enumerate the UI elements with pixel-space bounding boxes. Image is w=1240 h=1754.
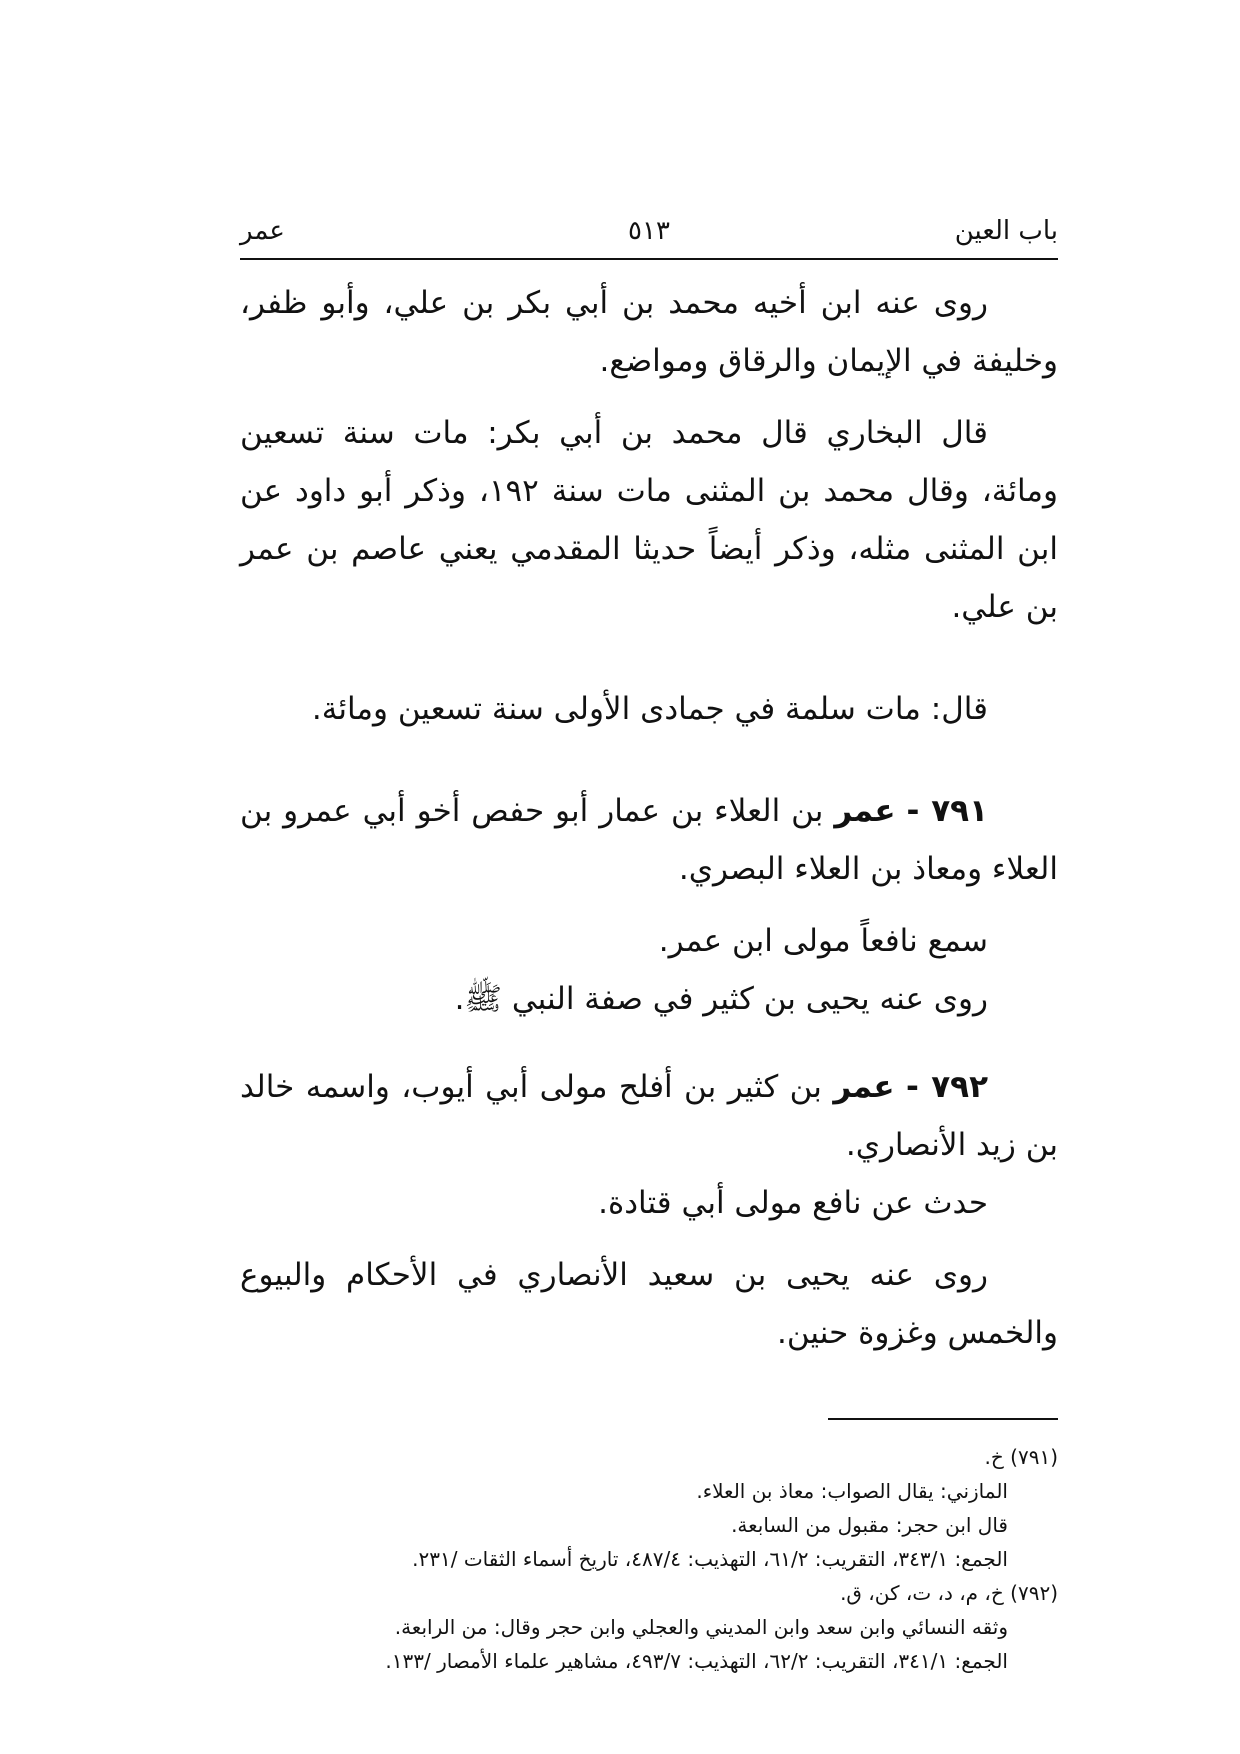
entry-791-number: ٧٩١ -	[906, 793, 988, 829]
running-header	[240, 212, 1058, 260]
footnote-792-line: وثقه النسائي وابن سعد وابن المديني والعجلي وابن حجر وقال: من الرابعة.	[394, 1615, 1008, 1639]
book-page	[240, 212, 1058, 1678]
entry-791-heard: سمع نافعاً مولى ابن عمر.	[658, 923, 988, 959]
paragraph-death: قال: مات سلمة في جمادى الأولى سنة تسعين ومائة.	[311, 691, 988, 727]
footnote-792-head: (٧٩٢) خ، م، د، ت، كن، ق.	[840, 1581, 1058, 1605]
entry-792-keyword: عمر	[833, 1069, 895, 1105]
footnote-divider	[828, 1418, 1058, 1420]
entry-792-narrated-from: حدث عن نافع مولى أبي قتادة.	[598, 1185, 988, 1221]
footnote-791-line: المازني: يقال الصواب: معاذ بن العلاء.	[696, 1479, 1008, 1503]
page-number: ٥١٣	[628, 216, 670, 246]
entry-791-text: بن العلاء بن عمار أبو حفص أخو أبي عمرو بن العلاء ومعاذ بن العلاء البصري.	[240, 793, 1058, 887]
entry-791	[240, 782, 1058, 898]
footnote-792-line: الجمع: ٣٤١/١، التقريب: ٦٢/٢، التهذيب: ٤٩٣/٧، مشاهير علماء الأمصار /١٣٣.	[385, 1649, 1008, 1673]
entry-792-number: ٧٩٢ -	[906, 1069, 988, 1105]
entry-791-narrated: روى عنه يحيى بن كثير في صفة النبي ﷺ.	[454, 981, 988, 1017]
footnotes	[240, 1440, 1058, 1678]
paragraph-narrators: روى عنه ابن أخيه محمد بن أبي بكر بن علي، وأبو ظفر، وخليفة في الإيمان والرقاق ومواضع.	[240, 285, 1058, 379]
entry-791-keyword: عمر	[834, 793, 896, 829]
footnote-791-line: الجمع: ٣٤٣/١، التقريب: ٦١/٢، التهذيب: ٤٨٧/٤، تاريخ أسماء الثقات /٢٣١.	[412, 1547, 1008, 1571]
chapter-title: باب العين	[954, 216, 1058, 246]
paragraph-bukhari: قال البخاري قال محمد بن أبي بكر: مات سنة تسعين ومائة، وقال محمد بن المثنى مات سنة ١٩٢، وذكر أبو داود عن ابن المثنى مثله، وذكر أيضاً حديثا المقدمي يعني عاصم بن عمر بن علي.	[240, 415, 1058, 625]
footnote-791-line: قال ابن حجر: مقبول من السابعة.	[731, 1513, 1008, 1537]
entry-name-header: عمر	[240, 216, 285, 246]
footnote-791-head: (٧٩١) خ.	[984, 1445, 1058, 1469]
entry-792-text: بن كثير بن أفلح مولى أبي أيوب، واسمه خالد بن زيد الأنصاري.	[240, 1069, 1058, 1163]
entry-792	[240, 1058, 1058, 1174]
main-text	[240, 274, 1058, 1362]
entry-792-narrated-by: روى عنه يحيى بن سعيد الأنصاري في الأحكام والبيوع والخمس وغزوة حنين.	[240, 1257, 1058, 1351]
